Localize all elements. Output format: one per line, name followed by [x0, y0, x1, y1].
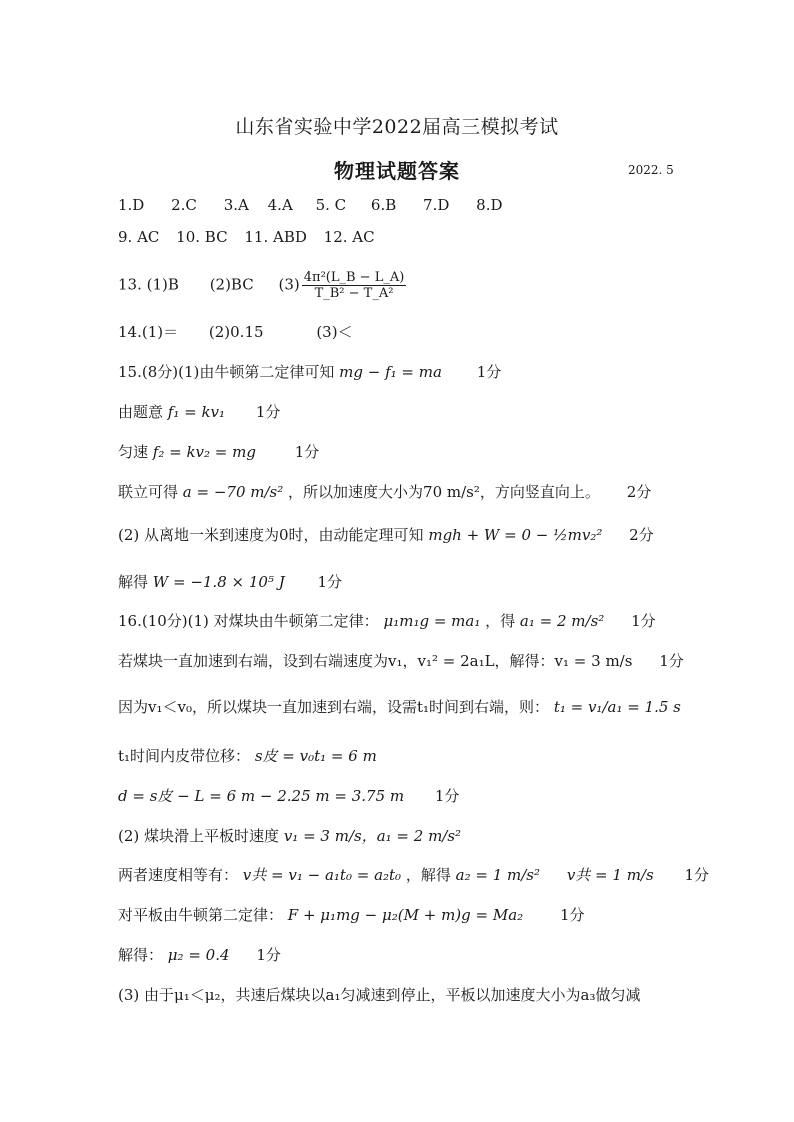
- answer-item: 8.D: [476, 196, 503, 214]
- answers-row-2: [118, 227, 375, 247]
- score-label: 1分: [659, 652, 684, 670]
- q15-header: 15.(8分)(1)由牛顿第二定律可知: [118, 363, 335, 381]
- q16-text: (2) 煤块滑上平板时速度: [118, 827, 280, 845]
- q16-line-6: [118, 826, 461, 846]
- q16-text: 两者速度相等有：: [118, 866, 239, 884]
- q15-equation: mgh + W = 0 − ½mv₂²: [428, 526, 603, 544]
- score-label: 1分: [631, 612, 656, 630]
- answer-item: 10. BC: [176, 228, 228, 246]
- q14-label: 14.(1)＝: [118, 323, 179, 341]
- q16-equation: v共 = v₁ − a₁t₀ = a₂t₀: [242, 866, 402, 884]
- q15-equation: a = −70 m/s²: [182, 483, 284, 501]
- answer-item: 9. AC: [118, 228, 160, 246]
- q15-line-6: [118, 572, 342, 592]
- q15-line-2: [118, 402, 280, 422]
- q16-line-9: [118, 945, 281, 965]
- score-label: 2分: [629, 526, 654, 544]
- q15-equation: f₂ = kv₂ = mg: [152, 443, 256, 461]
- score-label: 2分: [626, 483, 652, 501]
- q15-equation: mg − f₁ = ma: [339, 363, 442, 381]
- answer-item: 12. AC: [323, 228, 375, 246]
- q16-text: (3) 由于μ₁＜μ₂，共速后煤块以a₁匀减速到停止，平板以加速度大小为a₃做匀减: [118, 986, 641, 1004]
- answer-item: 7.D: [423, 196, 450, 214]
- q15-text: 联立可得: [118, 483, 179, 501]
- q16-line-5: [118, 786, 459, 806]
- q13-part3-prefix: (3): [278, 275, 300, 294]
- q16-equation: d = s皮 − L = 6 m − 2.25 m = 3.75 m: [118, 787, 405, 805]
- q16-text: ，解得: [405, 866, 451, 884]
- exam-title: 山东省实验中学2022届高三模拟考试: [235, 116, 559, 138]
- answer-item: 5. C: [315, 196, 347, 214]
- q15-equation: f₁ = kv₁: [167, 403, 226, 421]
- q16-header: 16.(10分)(1) 对煤块由牛顿第二定律：: [118, 612, 379, 630]
- q16-line-8: [118, 905, 585, 925]
- score-label: 1分: [684, 866, 710, 884]
- score-label: 1分: [317, 573, 343, 591]
- q16-equation: v₁ = 3 m/s，a₁ = 2 m/s²: [283, 827, 462, 845]
- q16-line-7: [118, 865, 709, 885]
- score-label: 1分: [256, 946, 281, 964]
- score-label: 1分: [434, 787, 460, 805]
- q16-line-1: [118, 611, 656, 631]
- q15-line-4: [118, 482, 651, 502]
- q15-text: (2) 从离地一米到速度为0时，由动能定理可知: [118, 526, 424, 544]
- q16-text: ，得: [485, 612, 516, 630]
- q16-line-4: [118, 746, 377, 766]
- answer-item: 1.D: [118, 196, 145, 214]
- q15-equation: W = −1.8 × 10⁵ J: [152, 573, 285, 591]
- q15-line-3: [118, 442, 319, 462]
- q16-line-10: [118, 985, 640, 1005]
- q15-line-5: [118, 525, 654, 545]
- q16-text: 对平板由牛顿第二定律：: [118, 906, 284, 924]
- q16-equation: a₂ = 1 m/s²: [455, 866, 541, 884]
- score-label: 1分: [294, 443, 320, 461]
- q16-equation: s皮 = v₀t₁ = 6 m: [254, 747, 377, 765]
- q14-part2: (2)0.15: [208, 323, 264, 341]
- q16-line-3: [118, 697, 681, 717]
- score-label: 1分: [476, 363, 502, 381]
- q14-part3: (3)＜: [316, 323, 353, 341]
- answer-item: 4.A: [267, 196, 293, 214]
- answer-item: 3.A: [223, 196, 249, 214]
- q13-fraction: [302, 270, 407, 301]
- answer-item: 11. ABD: [244, 228, 307, 246]
- answers-row-1: [118, 195, 503, 215]
- q16-equation: v共 = 1 m/s: [566, 866, 654, 884]
- answer-item: 2.C: [171, 196, 197, 214]
- q16-equation: a₁ = 2 m/s²: [519, 612, 605, 630]
- q13-label: 13. (1)B: [118, 275, 179, 294]
- q13-numerator: 4π²(L_B − L_A): [303, 270, 405, 285]
- q15-text: 解得: [118, 573, 149, 591]
- q13-line: [118, 270, 408, 301]
- answer-title: 物理试题答案: [334, 159, 460, 183]
- q15-line-1: [118, 362, 501, 382]
- q15-text: 由题意: [118, 403, 164, 421]
- q16-equation: t₁ = v₁/a₁ = 1.5 s: [553, 698, 681, 716]
- q13-part2: (2)BC: [209, 275, 254, 294]
- q16-text: 因为v₁＜v₀，所以煤块一直加速到右端，设需t₁时间到右端，则：: [118, 698, 550, 716]
- q16-text: 若煤块一直加速到右端，设到右端速度为v₁，v₁² = 2a₁L，解得：v₁ = 3 m/s: [118, 652, 633, 670]
- q16-text: 解得：: [118, 946, 164, 964]
- q16-line-2: [118, 651, 684, 671]
- score-label: 1分: [559, 906, 585, 924]
- q15-text: ，所以加速度大小为70 m/s²，方向竖直向上。: [288, 483, 600, 501]
- answer-item: 6.B: [370, 196, 397, 214]
- exam-date: 2022. 5: [628, 163, 674, 177]
- q16-equation: F + μ₁mg − μ₂(M + m)g = Ma₂: [287, 906, 524, 924]
- q16-equation: μ₂ = 0.4: [167, 946, 230, 964]
- q14-line: [118, 322, 353, 342]
- score-label: 1分: [255, 403, 281, 421]
- q13-denominator: T_B² − T_A²: [314, 286, 394, 301]
- q15-text: 匀速: [118, 443, 149, 461]
- q16-equation: μ₁m₁g = ma₁: [383, 612, 481, 630]
- q16-text: t₁时间内皮带位移：: [118, 747, 251, 765]
